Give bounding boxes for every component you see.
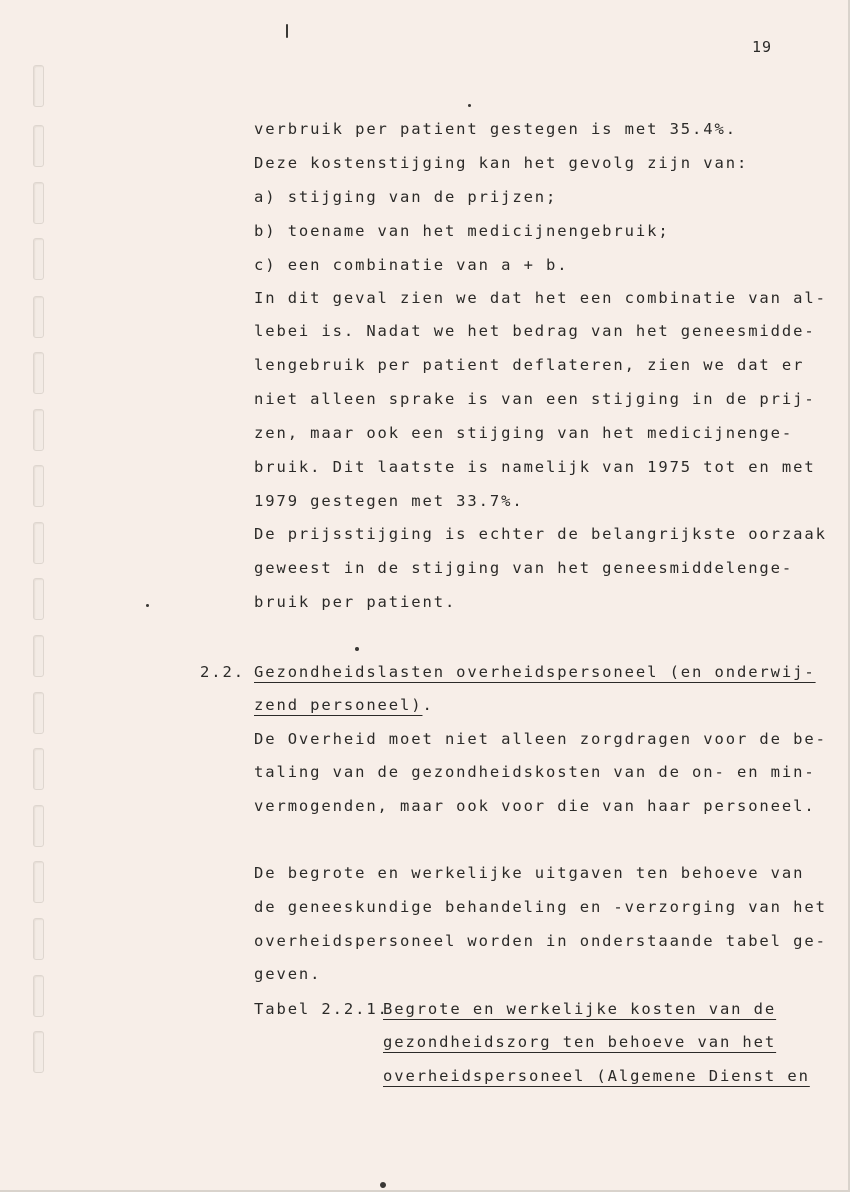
table-caption-line: Begrote en werkelijke kosten van de: [383, 1000, 777, 1018]
table-caption-title: [383, 999, 776, 1019]
binder-hole: [33, 635, 44, 677]
table-caption-line: overheidspersoneel (Algemene Dienst en: [383, 1067, 810, 1085]
body-line: Deze kostenstijging kan het gevolg zijn van:: [254, 154, 749, 172]
body-line: a) stijging van de prijzen;: [254, 188, 558, 206]
section-paragraph-line: De begrote en werkelijke uitgaven ten behoeve van: [254, 864, 805, 882]
body-line: lebei is. Nadat we het bedrag van het geneesmidde-: [254, 322, 816, 340]
table-caption-label: Tabel 2.2.1.: [254, 1000, 389, 1018]
binder-hole: [33, 578, 44, 620]
section-heading-line1: Gezondheidslasten overheidspersoneel (en onderwij-: [254, 663, 816, 681]
binder-hole: [33, 465, 44, 507]
binder-hole: [33, 692, 44, 734]
binder-hole: [33, 182, 44, 224]
ink-mark: [286, 24, 288, 38]
section-paragraph-line: overheidspersoneel worden in onderstaande tabel ge-: [254, 932, 827, 950]
table-caption-line: gezondheidszorg ten behoeve van het: [383, 1033, 777, 1051]
ink-speck: [468, 104, 471, 107]
binder-hole: [33, 805, 44, 847]
binder-hole: [33, 748, 44, 790]
body-line: niet alleen sprake is van een stijging in de prij-: [254, 390, 816, 408]
section-paragraph-line: de geneeskundige behandeling en -verzorging van het: [254, 898, 827, 916]
section-number: 2.2.: [200, 663, 245, 681]
section-heading-end: .: [422, 696, 434, 714]
binder-hole: [33, 975, 44, 1017]
ink-speck: [146, 604, 149, 607]
body-line: lengebruik per patient deflateren, zien we dat er: [254, 356, 805, 374]
binder-hole: [33, 125, 44, 167]
binder-hole: [33, 1031, 44, 1073]
body-line: bruik. Dit laatste is namelijk van 1975 tot en met: [254, 458, 816, 476]
binder-hole: [33, 918, 44, 960]
body-line: 1979 gestegen met 33.7%.: [254, 492, 524, 510]
ink-speck: [355, 647, 359, 651]
body-line: c) een combinatie van a + b.: [254, 256, 569, 274]
binder-hole: [33, 65, 44, 107]
binder-hole: [33, 522, 44, 564]
body-line: zen, maar ook een stijging van het medicijnenge-: [254, 424, 794, 442]
ink-speck: [380, 1182, 386, 1188]
binder-holes: [33, 60, 47, 1130]
body-line: De prijsstijging is echter de belangrijkste oorzaak: [254, 525, 827, 543]
binder-hole: [33, 238, 44, 280]
section-paragraph-line: geven.: [254, 965, 322, 983]
table-caption-title: [383, 1032, 776, 1052]
section-paragraph-line: De Overheid moet niet alleen zorgdragen voor de be-: [254, 730, 827, 748]
binder-hole: [33, 296, 44, 338]
section-paragraph-line: vermogenden, maar ook voor die van haar personeel.: [254, 797, 816, 815]
section-heading-line2: zend personeel): [254, 696, 423, 714]
body-line: bruik per patient.: [254, 593, 457, 611]
section-heading-cont: [254, 695, 434, 715]
body-line: geweest in de stijging van het geneesmiddelenge-: [254, 559, 794, 577]
body-line: In dit geval zien we dat het een combinatie van al-: [254, 289, 827, 307]
body-line: b) toename van het medicijnengebruik;: [254, 222, 670, 240]
body-line: verbruik per patient gestegen is met 35.4%.: [254, 120, 737, 138]
section-paragraph-line: taling van de gezondheidskosten van de on- en min-: [254, 763, 816, 781]
binder-hole: [33, 352, 44, 394]
table-caption-title: [383, 1066, 810, 1086]
binder-hole: [33, 861, 44, 903]
binder-hole: [33, 409, 44, 451]
page-number: 19: [752, 38, 773, 56]
section-heading: [254, 662, 816, 682]
